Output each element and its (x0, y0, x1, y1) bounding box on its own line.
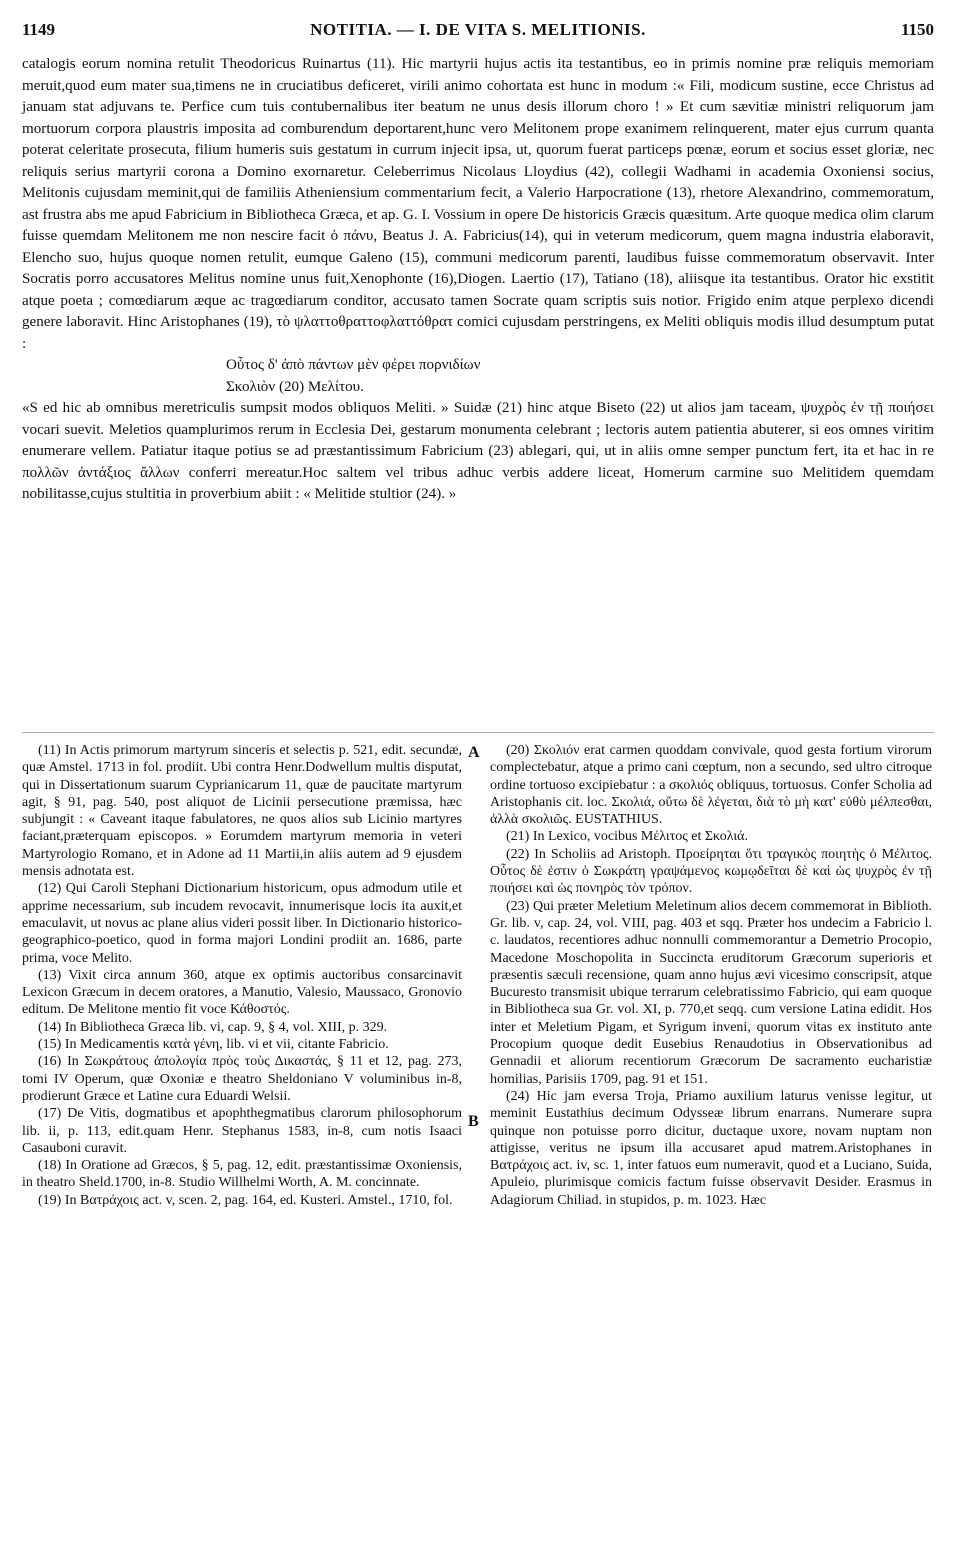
footnote: (17) De Vitis, dogmatibus et apophthegmatibus clarorum philosophorum lib. ii, p. 113, edit.quam Henr. Stephanus 1583, in-8, cum notis Isaaci Casauboni curavit. (22, 1106, 462, 1156)
main-paragraph: catalogis eorum nomina retulit Theodoricus Ruinartus (11). Hic martyrii hujus actis ita testantibus, eo in primis nomine præ reliquis memoriam meruit,quod eum mater sua,timens ne in cruciatibus deficeret, virili animo cohortata est hunc in modum :« Fili, modicum sustine, ecce Christus ad januam stat adjuvans te. Perfice cum tuis contubernalibus iter beatum ne unus desis illorum choro ! » Et cum sævitiæ ministri reliquorum jam mortuorum corpora plaustris imposita ad comburendum deportarent,hunc vero Melitonem prope exanimem relinquerent, mater ejus currum quanta poterat celeritate prosecuta, filium humeris suis gestatum in currum injecit ipsa, ut, quorum fuerat particeps pœnæ, eorum et socius esset gloriæ, nec reliquis serius martyrii corona a Domino exornaretur. Celeberrimus Nicolaus Lloydius (42), collegii Wadhami in academia Oxoniensi socius, Melitonis cujusdam meminit,qui de familiis Atheniensium commentarium fecit, a Valerio Harpocratione (13), rhetore Alexandrino, commemoratum, ast frustra abs me apud Fabricium in Bibliotheca Græca, et ap. G. I. Vossium in opere De historicis Græcis quæsitum. Arte quoque medica olim clarum fuisse quemdam Melitonem me non nescire facit ὁ πάνυ, Beatus J. A. Fabricius(14), qui in veterum medicorum, quem magna industria elaboravit, Elencho suo, hujus quoque nomen retulit, eumque Galeno (15), communi medicorum parenti, laudibus fuisse commemoratum observavit. Inter Socratis porro accusatores Melitus nomine unus fuit,Xenophonte (16),Diogen. Laertio (17), Tatiano (18), aliisque ita testantibus. Orator hic exstitit atque poeta ; comœdiarum æque ac tragœdiarum conditor, accusato tamen Socrate quam scriptis suis notior. Frigido enim atque perplexo dicendi genere laboravit. Hinc Aristophanes (19), τὸ ψλαττοθραττοφλαττόθρατ comici cujusdam perstringens, ex Meliti obliquis modis illud desumptum putat : (22, 56, 935, 352)
footnote: (18) In Oratione ad Græcos, § 5, pag. 12, edit. præstantissimæ Oxoniensis, in theatro Sheld.1700, in-8. Studio Willhelmi Worth, A. M. concinnate. (22, 1158, 462, 1191)
column-marker-b: B (468, 1113, 479, 1130)
footnote: (22) In Scholiis ad Aristoph. Προείρηται ὅτι τραγικὸς ποιητὴς ὁ Μέλιτος. Οὗτος δὲ ἐστιν ὁ Σωκράτη γραψάμενος κωμῳδεῖται δὲ καὶ ὡς ψυχρὸς ἐν τῇ ποιήσει καὶ ὡς πονηρὸς τὸν τρόπον. (490, 846, 932, 897)
page-header (22, 20, 934, 46)
main-paragraph-2: «S ed hic ab omnibus meretriculis sumpsit modos obliquos Meliti. » Suidæ (21) hinc atque Biseto (22) ut alios jam taceam, ψυχρὸς ἐν τῇ ποιήσει vocari suevit. Meletios quamplurimos rerum in Ecclesia Dei, gestarum monumenta celebrant ; lectoris autem patientia abuterer, si eos omnes viritim enumerare vellem. Patiatur itaque potius se ad præstantissimum Fabricium (23) ablegari, qui, ut in aliis omne semper punctum fert, ita et hac in re πολλῶν ἀντάξιος ἄλλων conferri mereatur.Hoc saltem vel tribus adhuc verbis addere liceat, Homerum carmine suo Melitidem quemdam nobilitasse,cujus stultitia in proverbium abiit : « Melitide stultior (24). » (22, 400, 934, 502)
footnote: (23) Qui præter Meletium Meletinum alios decem commemorat in Biblioth. Gr. lib. v, cap. 24, vol. VIII, pag. 403 et sqq. Præter hos undecim a Fabricio l. c. laudatos, recentiores adhuc nonnulli commemorantur a Demetrio Procopio, Macedone Moschopolita in Succincta eruditorum Græcorum superioris et præsentis sæculi recensione, quam anno hujus ævi vicesimo conscripsit, atque Bucuresto transmisit ubique terrarum celebratissimo Fabricio, qui eam quoque in Bibliotheca sua Gr. vol. XI, p. 770,et seqq. cum versione Latina edidit. Hos inter et Meletium Pigam, et Syrigum inveni, quorum vitas ex instituto ante Procopium quoque dedit Eusebius Renaudotius in Observationibus ad Gennadii et aliorum recentiorum Græcorum De sacramento eucharistiæ homilias, Parisiis 1709, pag. 91 et 151. (490, 898, 932, 1087)
main-text (22, 54, 934, 506)
footnote: (12) Qui Caroli Stephani Dictionarium historicum, opus admodum utile et apprime necessarium, sub incudem revocavit, innumerisque locis ita auxit,et emaculavit, ut novus ac plane alius videri possit liber. In Dictionario historico-geographico-poetico, quod in forma majori Londini prodiit an. 1686, parte prima, voce Melito. (22, 881, 462, 966)
greek-verse-line-1: Οὗτος δ' ἀπὸ πάντων μὲν φέρει πορνιδίων (226, 357, 481, 373)
running-title: NOTITIA. — I. DE VITA S. MELITIONIS. (310, 20, 646, 39)
footnotes-right-column (490, 742, 932, 1209)
page-number-left: 1149 (22, 20, 56, 39)
footnote: (19) In Βατράχοις act. v, scen. 2, pag. 164, ed. Kusteri. Amstel., 1710, fol. (38, 1192, 453, 1208)
footnote: (24) Hic jam eversa Troja, Priamo auxilium laturus venisse legitur, ut meminit Eustathius decimum Odysseæ librum enarrans. Numerare supra quinque non potuisse porro dicitur, ductaque uxore, novam nuptam non attigisse, veritus ne ipsum illa accusaret apud matrem.Aristophanes in Βατράχοις act. iv, sc. 1, inter fatuos eum numeravit, quod et a Luciano, Suida, Apuleio, plurimisque comicis factum fuisse observavit Desider. Erasmus in Adagiorum Chiliad. in stupidos, p. m. 1023. Hæc (490, 1088, 932, 1208)
footnote: (15) In Medicamentis κατὰ γένη, lib. vi et vii, citante Fabricio. (38, 1037, 389, 1053)
footnote: (13) Vixit circa annum 360, atque ex optimis auctoribus consarcinavit Lexicon Græcum in decem oratores, a Manutio, Valesio, Maussaco, Gronovio editum. De Melitone mentio fit voce Κάθοστός. (22, 967, 462, 1018)
footnote: (16) In Σωκράτους ἀπολογία πρὸς τοὺς Δικαστάς, § 11 et 12, pag. 273, tomi IV Operum, quæ Oxoniæ e theatro Sheldoniano V voluminibus in-8, prodierunt Græce et Latine cura Eduardi Welsii. (22, 1054, 462, 1104)
column-marker-a: A (468, 744, 480, 761)
footnote-divider (22, 732, 934, 733)
footnote: (11) In Actis primorum martyrum sinceris et selectis p. 521, edit. secundæ, quæ Amstel. 1713 in fol. prodiit. Ubi contra Henr.Dodwellum multis disputat, qui in Dissertationum suarum Cyprianicarum 11, quæ de paucitate martyrum agit, § 91, pag. 540, post aliquot de Licinii persecutione præmissa, hæc subjungit : « Caveant itaque fabulatores, ne quos alios sub Licinio martyres faciant,præterquam episcopos. » Eorumdem martyrum memoria in veteri Martyrologio Romano, et in Adone ad 11 Martii,in aliis autem ad 9 ejusdem mensis adnotata est. (22, 743, 462, 880)
footnote: (21) In Lexico, vocibus Μέλιτος et Σκολιά. (506, 829, 749, 845)
footnote: (20) Σκολιόν erat carmen quoddam convivale, quod gesta fortium virorum complectebatur, atque a primo cani cœptum, non a secundo, sed ultro citroque ordine tortuoso excipiebatur : a σκολιός obliquus, tortuosus. Confer Scholia ad Aristophanis cit. loc. Σκολιά, οὕτω δὲ λέγεται, διὰ τὸ μὴ κατ' εὐθὺ μέλπεσθαι, ἀλλὰ σκολιῶς. EUSTATHIUS. (490, 743, 932, 828)
page-number-right: 1150 (900, 20, 934, 39)
footnote: (14) In Bibliotheca Græca lib. vi, cap. 9, § 4, vol. XIII, p. 329. (38, 1019, 388, 1035)
footnotes-left-column (22, 742, 462, 1209)
greek-verse-line-2: Σκολιὸν (20) Μελίτου. (226, 378, 364, 395)
